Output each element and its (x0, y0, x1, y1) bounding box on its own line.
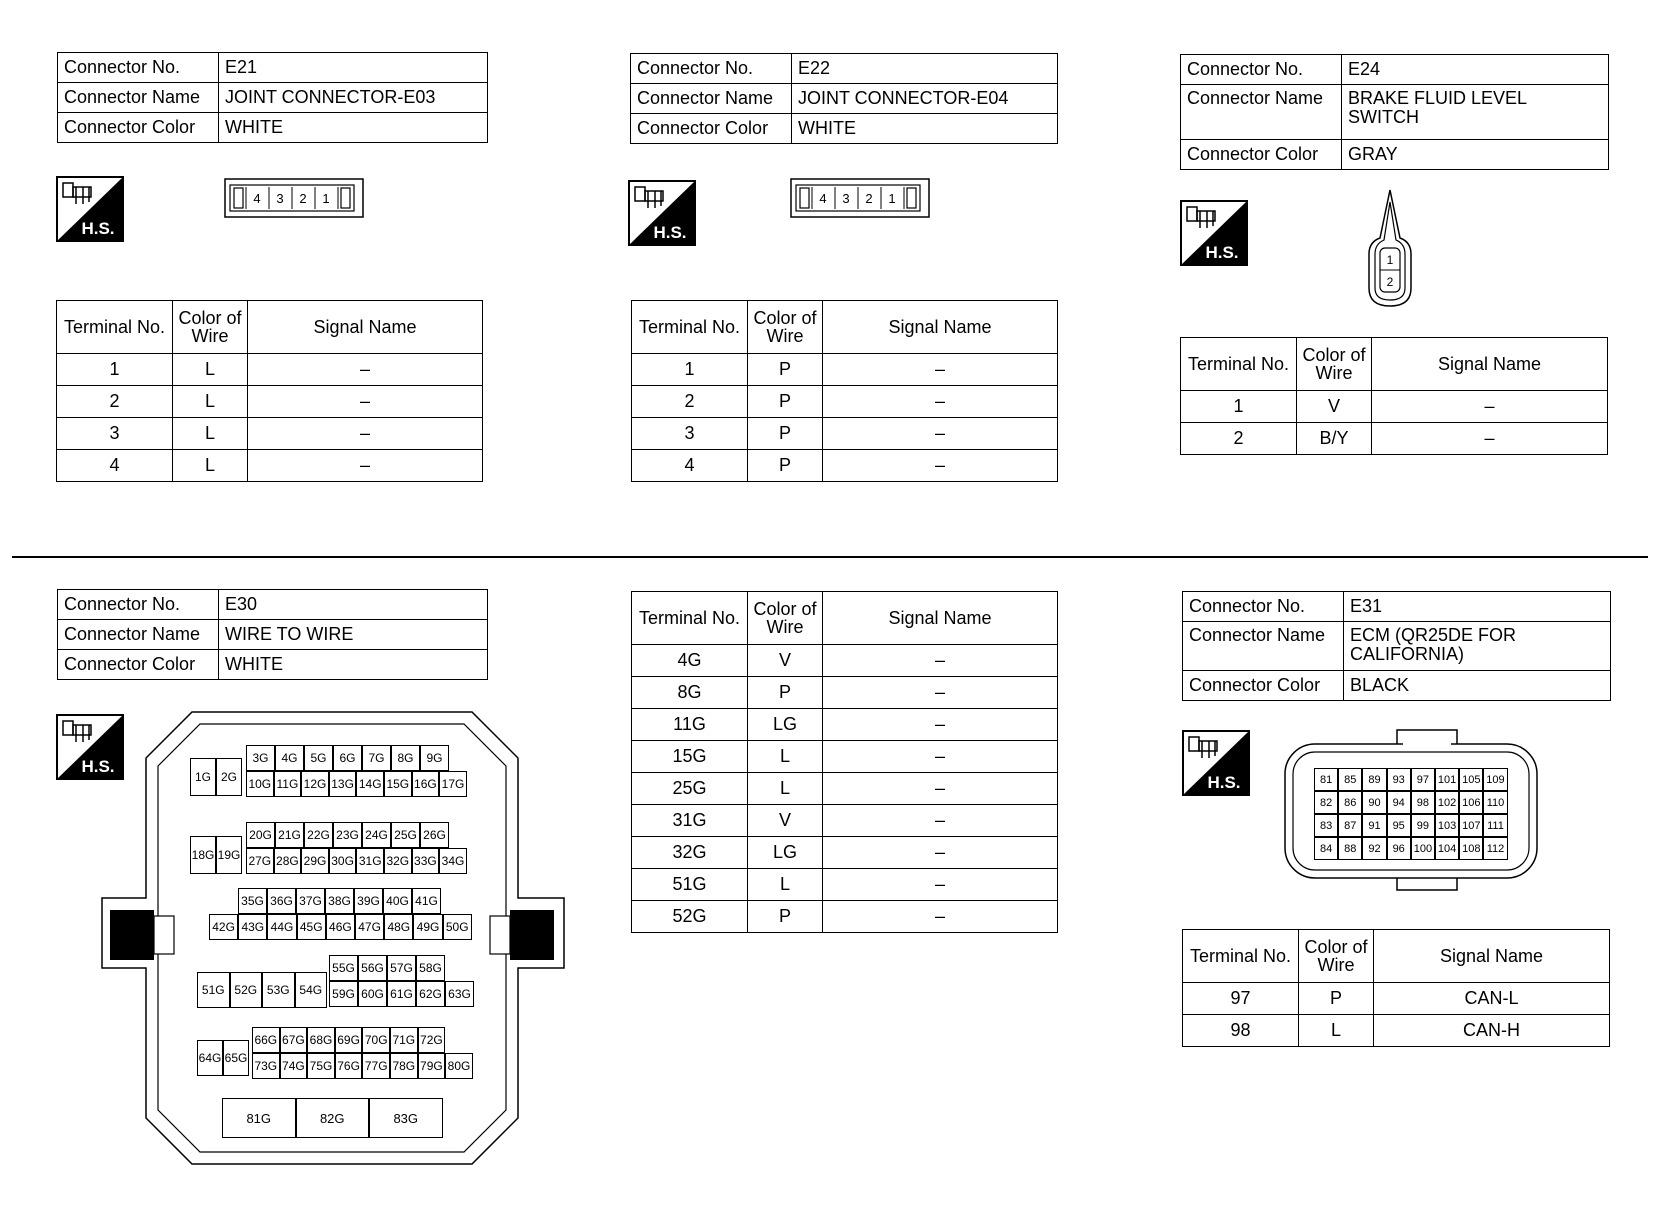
table-row: 2 L – (57, 386, 483, 418)
wire-color-header: Color of Wire (1299, 930, 1374, 983)
connector-no-label: Connector No. (631, 54, 792, 84)
e24-terminal-table (1180, 337, 1608, 455)
e21-header-table (57, 52, 488, 143)
table-row: 4G V – (632, 645, 1058, 677)
cavity-74g: 74G (280, 1053, 308, 1079)
table-row: 98 L CAN-H (1183, 1015, 1610, 1047)
cavity-26g: 26G (420, 822, 449, 848)
cavity-27g: 27G (246, 848, 274, 874)
pin-4: 4 (253, 191, 261, 206)
table-row: 4 P – (632, 450, 1058, 482)
terminal-no-header: Terminal No. (1183, 930, 1299, 983)
cavity-8g: 8G (391, 745, 420, 771)
cavity-73g: 73G (252, 1053, 280, 1079)
table-row: 1 V – (1181, 391, 1608, 423)
connector-no-label: Connector No. (58, 53, 219, 83)
cavity-4g: 4G (275, 745, 304, 771)
connector-color: BLACK (1344, 671, 1611, 701)
cavity-82: 82 (1314, 791, 1338, 814)
table-row: 31G V – (632, 805, 1058, 837)
table-row: 2 P – (632, 386, 1058, 418)
cavity-5g: 5G (304, 745, 333, 771)
cavity-88: 88 (1338, 837, 1362, 860)
cavity-83g: 83G (369, 1098, 443, 1138)
connector-color-label: Connector Color (1183, 671, 1344, 701)
cavity-29g: 29G (301, 848, 329, 874)
pin-2: 2 (865, 191, 873, 206)
cavity-36g: 36G (267, 888, 296, 914)
connector-no: E24 (1342, 55, 1609, 85)
connector-name-label: Connector Name (58, 620, 219, 650)
table-row: 32G LG – (632, 837, 1058, 869)
cavity-20g: 20G (246, 822, 275, 848)
connector-no-label: Connector No. (58, 590, 219, 620)
cavity-95: 95 (1387, 814, 1411, 837)
cavity-9g: 9G (420, 745, 449, 771)
cavity-93: 93 (1387, 768, 1411, 791)
connector-color: GRAY (1342, 140, 1609, 170)
table-row: 1 L – (57, 354, 483, 386)
cavity-17g: 17G (439, 771, 467, 797)
cavity-21g: 21G (275, 822, 304, 848)
hs-label: H.S. (81, 757, 115, 776)
cavity-60g: 60G (358, 981, 387, 1007)
connector-color-label: Connector Color (58, 650, 219, 680)
e30-terminal-table (631, 591, 1058, 933)
e31-terminal-table (1182, 929, 1610, 1047)
cavity-97: 97 (1411, 768, 1435, 791)
connector-name: JOINT CONNECTOR-E04 (792, 84, 1058, 114)
cavity-64g: 64G (197, 1040, 223, 1076)
connector-color: WHITE (792, 114, 1058, 144)
cavity-1g: 1G (190, 758, 216, 796)
cavity-12g: 12G (301, 771, 329, 797)
cavity-33g: 33G (412, 848, 440, 874)
hs-label: H.S. (81, 219, 115, 238)
hs-label: H.S. (653, 223, 687, 242)
connector-name-label: Connector Name (58, 83, 219, 113)
cavity-44g: 44G (267, 914, 296, 940)
cavity-91: 91 (1362, 814, 1386, 837)
hs-label: H.S. (1205, 243, 1239, 262)
cavity-14g: 14G (356, 771, 384, 797)
cavity-108: 108 (1459, 837, 1483, 860)
terminal-no-header: Terminal No. (1181, 338, 1297, 391)
table-row: 52G P – (632, 901, 1058, 933)
cavity-94: 94 (1387, 791, 1411, 814)
cavity-82g: 82G (296, 1098, 370, 1138)
cavity-7g: 7G (362, 745, 391, 771)
cavity-19g: 19G (216, 836, 242, 874)
cavity-46g: 46G (326, 914, 355, 940)
cavity-70g: 70G (362, 1027, 390, 1053)
harness-side-icon (628, 180, 696, 246)
wire-color-header: Color of Wire (748, 592, 823, 645)
cavity-83: 83 (1314, 814, 1338, 837)
table-row: 3 L – (57, 418, 483, 450)
cavity-105: 105 (1459, 768, 1483, 791)
cavity-40g: 40G (383, 888, 412, 914)
table-row: 3 P – (632, 418, 1058, 450)
cavity-79g: 79G (418, 1053, 446, 1079)
cavity-66g: 66G (252, 1027, 280, 1053)
cavity-56g: 56G (358, 955, 387, 981)
cavity-53g: 53G (262, 972, 295, 1008)
cavity-39g: 39G (354, 888, 383, 914)
e24-connector-face (1365, 188, 1415, 310)
connector-no: E30 (219, 590, 488, 620)
cavity-98: 98 (1411, 791, 1435, 814)
table-row: 1 P – (632, 354, 1058, 386)
cavity-3g: 3G (246, 745, 275, 771)
cavity-61g: 61G (387, 981, 416, 1007)
cavity-54g: 54G (295, 972, 328, 1008)
pin-3: 3 (842, 191, 850, 206)
cavity-89: 89 (1362, 768, 1386, 791)
cavity-41g: 41G (412, 888, 441, 914)
cavity-69g: 69G (335, 1027, 363, 1053)
connector-no-label: Connector No. (1183, 592, 1344, 622)
connector-name: ECM (QR25DE FOR CALIFORNIA) (1344, 622, 1611, 671)
table-row: 97 P CAN-L (1183, 983, 1610, 1015)
signal-name-header: Signal Name (248, 301, 483, 354)
e22-terminal-table (631, 300, 1058, 482)
terminal-no-header: Terminal No. (632, 592, 748, 645)
cavity-58g: 58G (416, 955, 445, 981)
connector-no-label: Connector No. (1181, 55, 1342, 85)
cavity-28g: 28G (274, 848, 302, 874)
cavity-37g: 37G (296, 888, 325, 914)
cavity-67g: 67G (280, 1027, 308, 1053)
signal-name-header: Signal Name (1374, 930, 1610, 983)
connector-name-label: Connector Name (631, 84, 792, 114)
cavity-111: 111 (1483, 814, 1507, 837)
cavity-34g: 34G (439, 848, 467, 874)
cavity-48g: 48G (384, 914, 413, 940)
cavity-30g: 30G (329, 848, 357, 874)
pin-2: 2 (299, 191, 307, 206)
cavity-101: 101 (1435, 768, 1459, 791)
cavity-110: 110 (1483, 791, 1507, 814)
cavity-32g: 32G (384, 848, 412, 874)
pin-1: 1 (888, 191, 896, 206)
connector-no: E31 (1344, 592, 1611, 622)
pin-2: 2 (1386, 275, 1394, 289)
cavity-103: 103 (1435, 814, 1459, 837)
section-divider (12, 556, 1648, 558)
cavity-38g: 38G (325, 888, 354, 914)
cavity-57g: 57G (387, 955, 416, 981)
table-row: 25G L – (632, 773, 1058, 805)
connector-name: BRAKE FLUID LEVEL SWITCH (1342, 85, 1609, 140)
e22-header-table (630, 53, 1058, 144)
harness-side-icon (56, 176, 124, 242)
terminal-no-header: Terminal No. (632, 301, 748, 354)
connector-name: JOINT CONNECTOR-E03 (219, 83, 488, 113)
cavity-43g: 43G (238, 914, 267, 940)
cavity-22g: 22G (304, 822, 333, 848)
table-row: 15G L – (632, 741, 1058, 773)
cavity-10g: 10G (246, 771, 274, 797)
pin-1: 1 (322, 191, 330, 206)
cavity-11g: 11G (274, 771, 302, 797)
terminal-no-header: Terminal No. (57, 301, 173, 354)
connector-color-label: Connector Color (58, 113, 219, 143)
cavity-50g: 50G (443, 914, 472, 940)
cavity-72g: 72G (418, 1027, 446, 1053)
signal-name-header: Signal Name (823, 592, 1058, 645)
cavity-102: 102 (1435, 791, 1459, 814)
cavity-63g: 63G (445, 981, 474, 1007)
e31-header-table (1182, 591, 1611, 701)
connector-color: WHITE (219, 113, 488, 143)
cavity-45g: 45G (297, 914, 326, 940)
cavity-25g: 25G (391, 822, 420, 848)
connector-name-label: Connector Name (1181, 85, 1342, 140)
cavity-42g: 42G (209, 914, 238, 940)
e24-header-table (1180, 54, 1609, 170)
cavity-59g: 59G (329, 981, 358, 1007)
cavity-16g: 16G (412, 771, 440, 797)
cavity-65g: 65G (223, 1040, 249, 1076)
cavity-99: 99 (1411, 814, 1435, 837)
cavity-62g: 62G (416, 981, 445, 1007)
harness-side-icon (1182, 730, 1250, 796)
table-row: 8G P – (632, 677, 1058, 709)
cavity-35g: 35G (238, 888, 267, 914)
cavity-51g: 51G (197, 972, 230, 1008)
table-row: 2 B/Y – (1181, 423, 1608, 455)
cavity-106: 106 (1459, 791, 1483, 814)
cavity-18g: 18G (190, 836, 216, 874)
cavity-77g: 77G (362, 1053, 390, 1079)
connector-name: WIRE TO WIRE (219, 620, 488, 650)
cavity-84: 84 (1314, 837, 1338, 860)
cavity-100: 100 (1411, 837, 1435, 860)
cavity-86: 86 (1338, 791, 1362, 814)
cavity-78g: 78G (390, 1053, 418, 1079)
cavity-13g: 13G (329, 771, 357, 797)
cavity-87: 87 (1338, 814, 1362, 837)
cavity-52g: 52G (230, 972, 263, 1008)
cavity-75g: 75G (307, 1053, 335, 1079)
wire-color-header: Color of Wire (1297, 338, 1372, 391)
connector-name-label: Connector Name (1183, 622, 1344, 671)
cavity-109: 109 (1483, 768, 1507, 791)
cavity-80g: 80G (445, 1053, 473, 1079)
e22-connector-face (790, 178, 930, 218)
connector-no: E22 (792, 54, 1058, 84)
connector-color: WHITE (219, 650, 488, 680)
wire-color-header: Color of Wire (173, 301, 248, 354)
connector-no: E21 (219, 53, 488, 83)
cavity-71g: 71G (390, 1027, 418, 1053)
cavity-55g: 55G (329, 955, 358, 981)
cavity-47g: 47G (355, 914, 384, 940)
signal-name-header: Signal Name (1372, 338, 1608, 391)
pin-3: 3 (276, 191, 284, 206)
cavity-23g: 23G (333, 822, 362, 848)
pin-4: 4 (819, 191, 827, 206)
cavity-107: 107 (1459, 814, 1483, 837)
signal-name-header: Signal Name (823, 301, 1058, 354)
e21-terminal-table (56, 300, 483, 482)
cavity-90: 90 (1362, 791, 1386, 814)
cavity-81g: 81G (222, 1098, 296, 1138)
connector-color-label: Connector Color (1181, 140, 1342, 170)
cavity-81: 81 (1314, 768, 1338, 791)
harness-side-icon (1180, 200, 1248, 266)
table-row: 4 L – (57, 450, 483, 482)
pin-1: 1 (1386, 253, 1394, 267)
cavity-49g: 49G (413, 914, 442, 940)
cavity-76g: 76G (335, 1053, 363, 1079)
cavity-104: 104 (1435, 837, 1459, 860)
table-row: 11G LG – (632, 709, 1058, 741)
cavity-92: 92 (1362, 837, 1386, 860)
cavity-96: 96 (1387, 837, 1411, 860)
cavity-2g: 2G (216, 758, 242, 796)
cavity-68g: 68G (307, 1027, 335, 1053)
e30-header-table (57, 589, 488, 680)
cavity-31g: 31G (356, 848, 384, 874)
cavity-112: 112 (1483, 837, 1507, 860)
cavity-85: 85 (1338, 768, 1362, 791)
table-row: 51G L – (632, 869, 1058, 901)
cavity-6g: 6G (333, 745, 362, 771)
connector-color-label: Connector Color (631, 114, 792, 144)
e21-connector-face (224, 178, 364, 218)
cavity-24g: 24G (362, 822, 391, 848)
wire-color-header: Color of Wire (748, 301, 823, 354)
cavity-15g: 15G (384, 771, 412, 797)
hs-label: H.S. (1207, 773, 1241, 792)
